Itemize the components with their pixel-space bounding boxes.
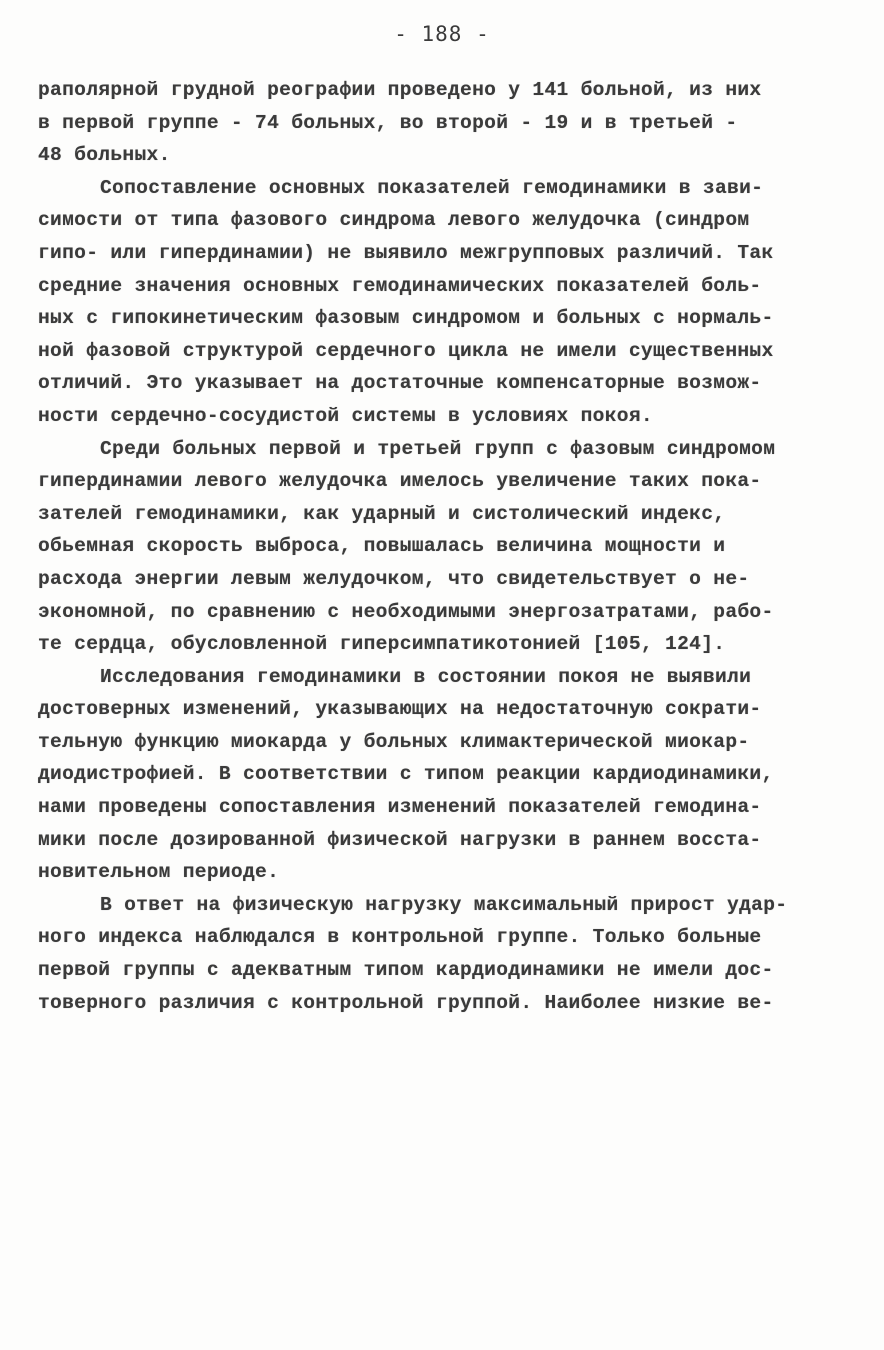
text-line: средние значения основных гемодинамических показателей боль- <box>38 274 762 297</box>
text-line: ного индекса наблюдался в контрольной группе. Только больные <box>38 926 762 949</box>
text-line: гипо- или гипердинамии) не выявило межгрупповых различий. Так <box>38 241 774 264</box>
text-line: достоверных изменений, указывающих на недостаточную сократи- <box>38 698 762 721</box>
paragraph-start-line: В ответ на физическую нагрузку максимальный прирост удар- <box>100 893 788 916</box>
text-line: товерного различия с контрольной группой. Наиболее низкие ве- <box>38 991 774 1014</box>
paragraph-start-line: Сопоставление основных показателей гемодинамики в зави- <box>100 176 764 199</box>
body-text <box>38 74 848 1019</box>
text-line: гипердинамии левого желудочка имелось увеличение таких пока- <box>38 470 762 493</box>
text-line: мики после дозированной физической нагрузки в раннем восста- <box>38 828 762 851</box>
text-line: 48 больных. <box>38 144 171 167</box>
text-line: ной фазовой структурой сердечного цикла не имели существенных <box>38 339 774 362</box>
paragraph-start-line: Исследования гемодинамики в состоянии покоя не выявили <box>100 665 752 688</box>
text-line: нами проведены сопоставления изменений показателей гемодина- <box>38 796 762 819</box>
paragraph-start-line: Среди больных первой и третьей групп с фазовым синдромом <box>100 437 776 460</box>
page-number: - 188 - <box>394 22 490 46</box>
text-line: диодистрофией. В соответствии с типом реакции кардиодинамики, <box>38 763 774 786</box>
text-line: новительном периоде. <box>38 861 280 884</box>
text-line: тельную функцию миокарда у больных климактерической миокар- <box>38 730 750 753</box>
text-line: отличий. Это указывает на достаточные компенсаторные возмож- <box>38 372 762 395</box>
text-line: ных с гипокинетическим фазовым синдромом и больных с нормаль- <box>38 307 774 330</box>
text-line: первой группы с адекватным типом кардиодинамики не имели дос- <box>38 959 774 982</box>
text-line: в первой группе - 74 больных, во второй - 19 и в третьей - <box>38 111 738 134</box>
text-line: ности сердечно-сосудистой системы в условиях покоя. <box>38 404 653 427</box>
text-line: расхода энергии левым желудочком, что свидетельствует о не- <box>38 567 750 590</box>
text-line: зателей гемодинамики, как ударный и систолический индекс, <box>38 502 726 525</box>
text-line: те сердца, обусловленной гиперсимпатикотонией [105, 124]. <box>38 633 726 656</box>
text-line: раполярной грудной реографии проведено у 141 больной, из них <box>38 79 762 101</box>
text-line: обьемная скорость выброса, повышалась величина мощности и <box>38 535 726 558</box>
text-line: симости от типа фазового синдрома левого желудочка (синдром <box>38 209 750 232</box>
text-line: экономной, по сравнению с необходимыми энергозатратами, рабо- <box>38 600 774 623</box>
